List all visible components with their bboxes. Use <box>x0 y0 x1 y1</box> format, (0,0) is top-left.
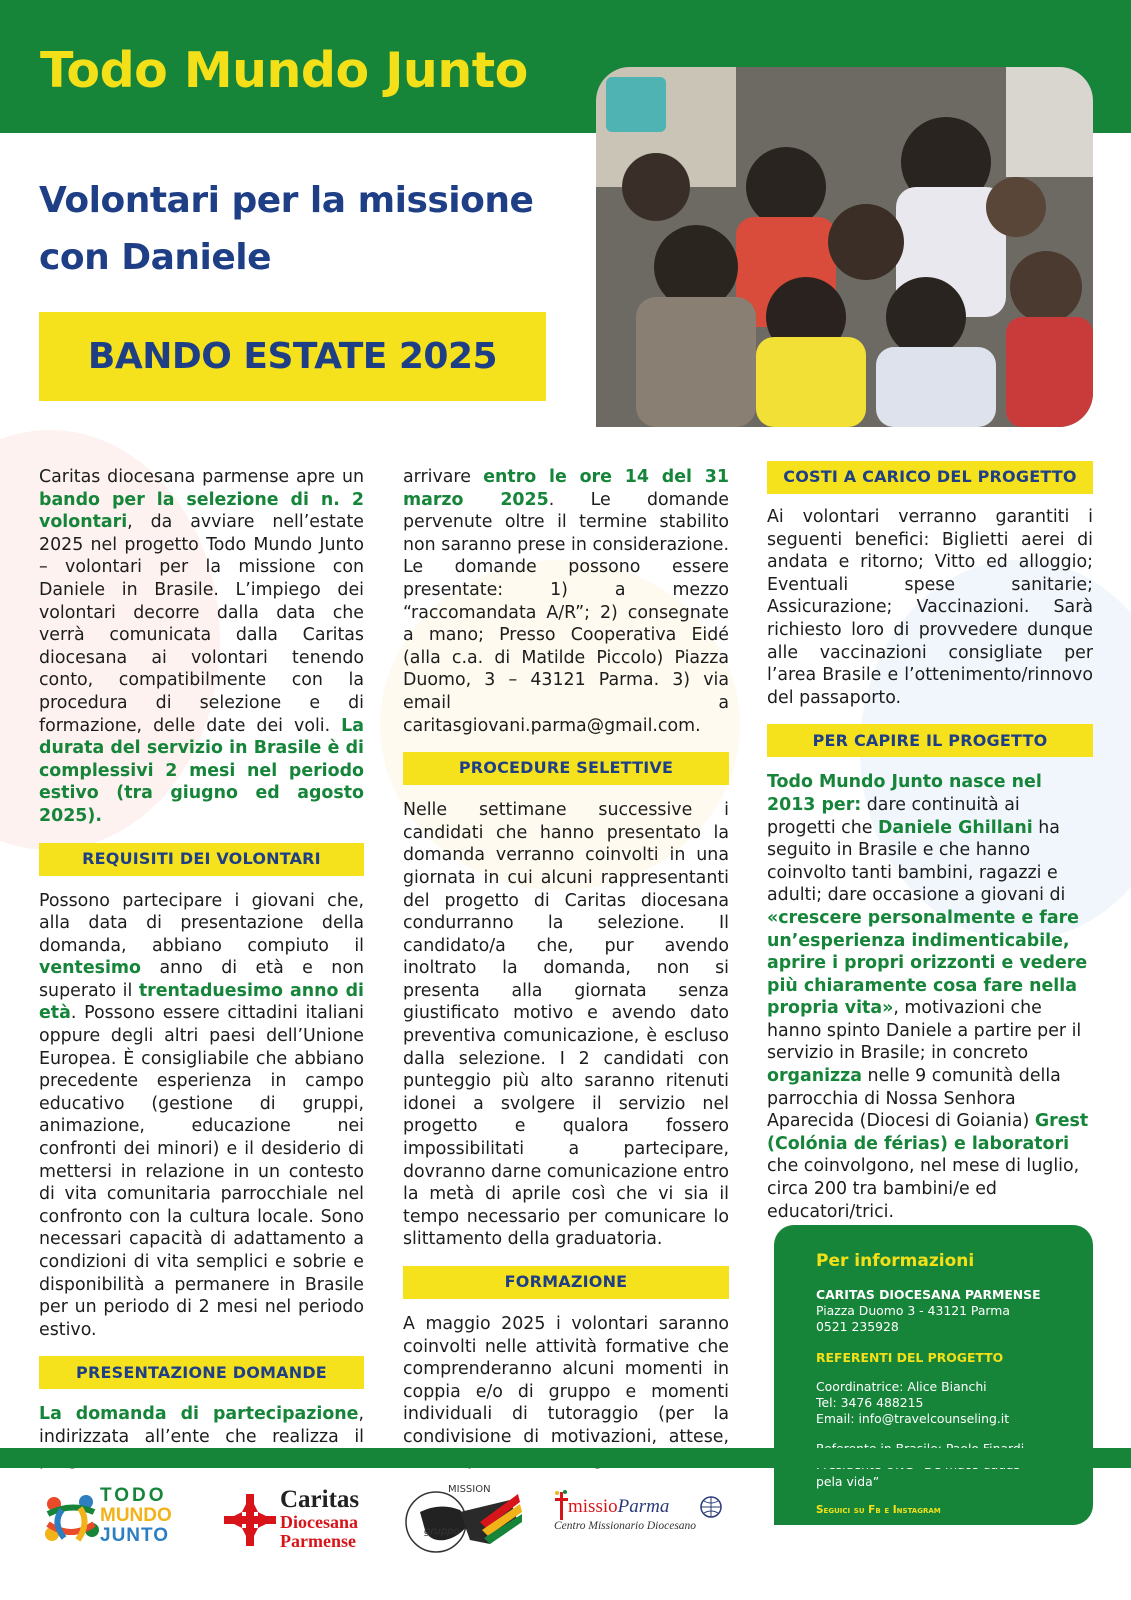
intro-paragraph <box>39 466 364 828</box>
caritas-cross-icon <box>222 1492 278 1548</box>
bottom-band <box>0 1448 1131 1468</box>
logo-text: Diocesana <box>280 1512 358 1532</box>
page-title: Todo Mundo Junto <box>40 42 528 99</box>
text: , indirizzata all’ente che realizza il <box>39 1404 364 1447</box>
info-address: Piazza Duomo 3 - 43121 Parma <box>816 1303 1010 1319</box>
highlight: Grest (Colónia de férias) e laboratori <box>767 1111 1089 1154</box>
section-header-procedure: PROCEDURE SELETTIVE <box>403 752 729 785</box>
section-header-requisiti: REQUISITI DEI VOLONTARI <box>39 843 364 876</box>
info-social[interactable]: Seguici su Fb e Instagram <box>816 1503 941 1516</box>
capire-paragraph <box>767 771 1093 1223</box>
text: che coinvolgono, nel mese di luglio, circa 200 tra bambini/e ed educatori/trici. <box>767 1156 1080 1222</box>
people-circle-icon <box>40 1490 102 1550</box>
logo-text: MUNDO <box>100 1505 172 1526</box>
group-photo-icon <box>596 67 1093 427</box>
info-title: Per informazioni <box>816 1251 975 1271</box>
section-header-formazione: FORMAZIONE <box>403 1266 729 1299</box>
todo-mundo-junto-logo <box>40 1485 200 1550</box>
globe-icon <box>700 1496 722 1518</box>
info-phone: 0521 235928 <box>816 1319 899 1335</box>
text: dare continuità ai progetti che <box>767 794 1020 838</box>
logos-row <box>0 1484 1131 1600</box>
logo-text: JUNTO <box>100 1525 170 1546</box>
text: . Possono essere cittadini italiani oppure degli altri paesi dell’Unione Europea. È consigliabile che abbiano precedente esperienza in campo educativo (gestione di gruppi, animazione, educazione nei confronti dei minori) e il desiderio di mettersi in relazione in un contesto di vita comunitaria parrocchiale nel confronto con la cultura locale. Sono necessari capacità di adattamento a condizioni di vita semplici e sobrie e disponibilità a permanere in Brasile per un periodo di 2 mesi nel periodo estivo. <box>39 1003 364 1340</box>
info-presidente-2: pela vida” <box>816 1473 880 1489</box>
logo-text: Parma <box>617 1496 670 1517</box>
subtitle-line: Volontari per la missione <box>39 180 534 221</box>
logo-text: MISSION <box>448 1484 491 1495</box>
subtitle-line: con Daniele <box>39 237 272 278</box>
logo-text: Parmense <box>280 1531 356 1551</box>
section-header-costi: COSTI A CARICO DEL PROGETTO <box>767 461 1093 494</box>
column-1 <box>39 466 364 1471</box>
highlight: organizza <box>767 1066 863 1087</box>
logo-text: gruppo <box>424 1526 460 1537</box>
bando-banner <box>39 312 546 401</box>
text: nelle 9 comunità della parrocchia di Nossa Senhora Aparecida (Diocesi di Goiania) <box>767 1066 1061 1132</box>
text: anno di età e non superato il <box>39 958 364 1001</box>
column-3 <box>767 466 1093 1223</box>
text: Caritas diocesana parmense apre un <box>39 467 364 487</box>
presentazione-continued <box>403 466 729 737</box>
highlight: Todo Mundo Junto nasce nel 2013 per: <box>767 772 1042 815</box>
column-2 <box>403 466 729 1471</box>
bando-label: BANDO ESTATE 2025 <box>87 336 498 377</box>
highlight: Daniele Ghillani <box>878 817 1033 838</box>
highlight: La durata del servizio in Brasile è di complessivi 2 mesi nel periodo estivo (tra giugno ed agosto 2025). <box>39 715 364 826</box>
formazione-paragraph: A maggio 2025 i volontari saranno coinvolti nelle attività formative che comprenderanno alcuni momenti in coppia e/o di gruppo e momenti individuali di tutoraggio (per la condivisione di motivazioni, attese, <box>403 1314 729 1447</box>
cross-icon <box>554 1490 568 1522</box>
section-header-presentazione: PRESENTAZIONE DOMANDE <box>39 1356 364 1389</box>
text: ha seguito in Brasile e che hanno coinvolto tanti bambini, ragazzi e adulti; dare occasione a giovani di <box>767 817 1066 906</box>
info-coordinator: Coordinatrice: Alice Bianchi <box>816 1378 987 1394</box>
text: arrivare <box>403 467 484 487</box>
requisiti-paragraph <box>39 890 364 1342</box>
missio-group-logo <box>400 1482 530 1558</box>
procedure-paragraph: Nelle settimane successive i candidati che hanno presentato la domanda verranno coinvolti in una giornata in cui alcuni rappresentanti del progetto di Caritas diocesana condurranno la selezione. Il candidato/a che, pur avendo inoltrato la domanda, non si presenta alla giornata senza giustificato motivo e avendo dato preventiva comunicazione, è escluso dalla selezione. I 2 candidati con punteggio più alto saranno ritenuti idonei a svolgere il servizio nel progetto e qualora fossero impossibilitati a partecipare, dovranno darne comunicazione entro la metà di aprile così che vi sia il tempo necessario per comunicare lo slittamento della graduatoria. <box>403 800 729 1250</box>
costi-paragraph: Ai volontari verranno garantiti i seguenti benefici: Biglietti aerei di andata e ritorno; Vitto ed alloggio; Eventuali spese sanitarie; Assicurazione; Vaccinazioni. Sarà richiesto loro di provvedere dunque alle vaccinazioni consigliate per l’area Brasile e l’ottenimento/rinnovo del passaporto. <box>767 507 1093 708</box>
highlight: trentaduesimo anno di età <box>39 980 364 1024</box>
section-header-capire: PER CAPIRE IL PROGETTO <box>767 724 1093 757</box>
info-ref-title: REFERENTI DEL PROGETTO <box>816 1349 1004 1365</box>
logo-text: TODO <box>100 1485 167 1506</box>
info-box <box>774 1225 1093 1525</box>
highlight: ventesimo <box>39 958 142 979</box>
group-photo <box>596 67 1093 427</box>
text: Possono partecipare i giovani che, alla data di presentazione della domanda, abbiano compiuto il <box>39 890 364 956</box>
info-org: CARITAS DIOCESANA PARMENSE <box>816 1287 1041 1302</box>
logo-text: Centro Missionario Diocesano <box>554 1520 697 1532</box>
highlight: «crescere personalmente e fare un’esperienza indimenticabile, aprire i propri orizzonti e vedere più chiaramente cosa fare nella propria vita» <box>767 907 1088 1019</box>
highlight: bando per la selezione di n. 2 volontari <box>39 489 364 533</box>
caritas-logo <box>222 1486 372 1552</box>
text: , motivazioni che hanno spinto Daniele a partire per il servizio in Brasile; in concreto <box>767 998 1082 1064</box>
info-coordinator-email[interactable]: Email: info@travelcounseling.it <box>816 1411 1010 1427</box>
missio-parma-logo <box>554 1490 734 1550</box>
logo-text: missio <box>568 1496 618 1517</box>
highlight: La domanda di partecipazione <box>39 1404 359 1425</box>
logo-text: Caritas <box>280 1486 360 1513</box>
text: . Le domande pervenute oltre il termine stabilito non saranno prese in considerazione. Le domande possono essere presentate: 1) a mezzo “raccomandata A/R”; 2) consegnate a mano; Presso Cooperativa Eidé (alla c.a. di Matilde Piccolo) Piazza Duomo, 3 – 43121 Parma. 3) via email a caritasgiovani.parma@gmail.com. <box>403 489 729 736</box>
info-coordinator-tel: Tel: 3476 488215 <box>816 1394 924 1410</box>
text: , da avviare nell’estate 2025 nel progetto Todo Mundo Junto – volontari per la missione con Daniele in Brasile. L’impiego dei volontari decorre dalla data che verrà comunicata dalla Caritas diocesana ai volontari tenendo conto, compatibilmente con la procedura di selezione e di formazione, delle date dei voli. <box>39 512 364 736</box>
subtitle <box>39 172 579 286</box>
highlight: entro le ore 14 del 31 marzo 2025 <box>403 467 729 510</box>
